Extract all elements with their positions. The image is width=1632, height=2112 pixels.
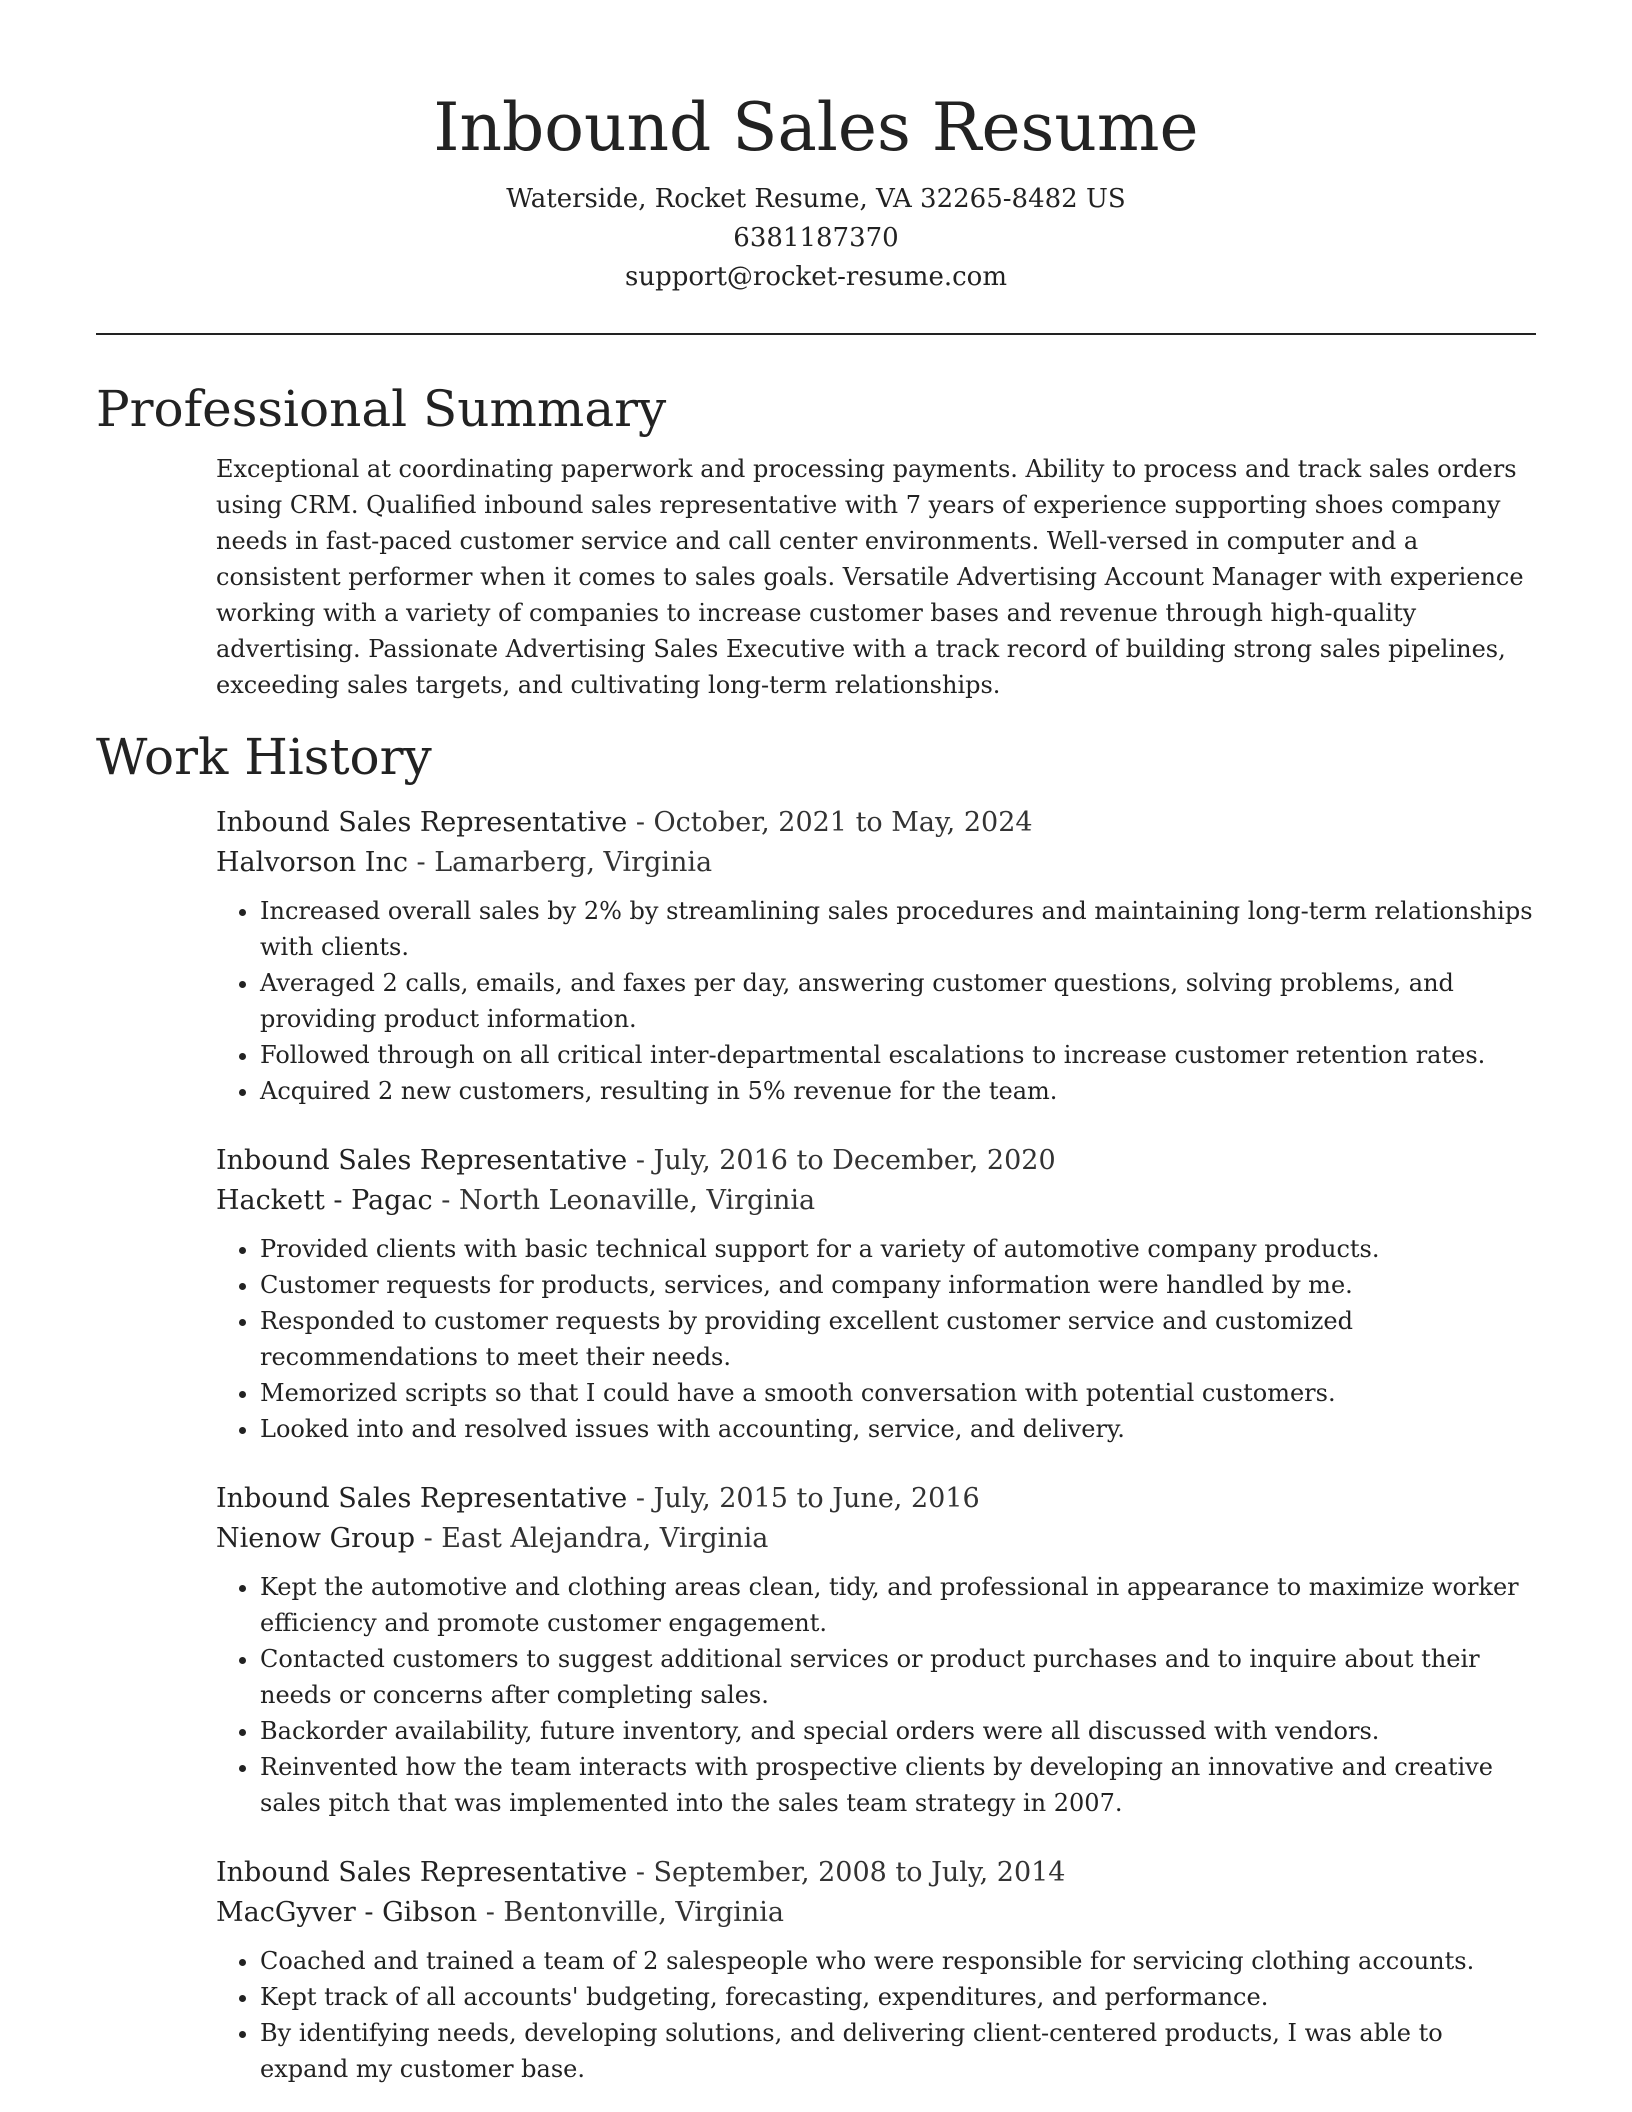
job-bullet: • Coached and trained a team of 2 salespeople who were responsible for servicing clothing accounts. (260, 1943, 1536, 1979)
resume-title: Inbound Sales Resume (433, 89, 1199, 166)
separator: - (627, 1483, 654, 1514)
job-title-line (216, 1853, 1536, 1893)
job-dates: July, 2015 to June, 2016 (653, 1483, 980, 1514)
resume-header (96, 0, 1536, 297)
job-dates: July, 2016 to December, 2020 (653, 1145, 1056, 1176)
job-title-line (216, 803, 1536, 843)
job-bullet: • Provided clients with basic technical support for a variety of automotive company products. (260, 1231, 1536, 1267)
header-divider (96, 333, 1536, 335)
job-bullet: • Averaged 2 calls, emails, and faxes per day, answering customer questions, solving problems, and providing product information. (260, 965, 1536, 1037)
separator: - (477, 1897, 504, 1928)
job-location: Lamarberg, Virginia (434, 847, 713, 878)
separator: - (414, 1523, 442, 1554)
job-title: Inbound Sales Representative (216, 1145, 628, 1176)
job-company: Nienow Group (216, 1523, 415, 1554)
separator: - (627, 807, 654, 838)
job-bullet: • Reinvented how the team interacts with prospective clients by developing an innovative and creative sales pitch that was implemented into the sales team strategy in 2007. (260, 1749, 1536, 1821)
job-bullet: • Backorder availability, future inventory, and special orders were all discussed with vendors. (260, 1713, 1536, 1749)
separator: - (627, 1857, 654, 1888)
section-title-work-history: Work History (96, 728, 432, 786)
resume-page (96, 0, 1536, 2087)
job-company: Hackett - Pagac (216, 1185, 433, 1216)
job-bullet: • Kept track of all accounts' budgeting, forecasting, expenditures, and performance. (260, 1979, 1536, 2015)
job-bullet: • Acquired 2 new customers, resulting in 5% revenue for the team. (260, 1073, 1536, 1109)
job-title-line (216, 1141, 1536, 1181)
job-company-line (216, 1893, 1536, 1933)
job-entry (216, 1479, 1536, 1821)
separator: - (432, 1185, 459, 1216)
job-location: North Leonaville, Virginia (458, 1185, 816, 1216)
job-entry (216, 1141, 1536, 1447)
job-bullets (216, 1943, 1536, 2087)
job-entry (216, 803, 1536, 1109)
contact-block (96, 180, 1536, 297)
job-bullet: • Kept the automotive and clothing areas clean, tidy, and professional in appearance to maximize worker efficiency and promote customer engagement. (260, 1569, 1536, 1641)
job-company-line (216, 1519, 1536, 1559)
job-bullet: • Customer requests for products, services, and company information were handled by me. (260, 1267, 1536, 1303)
job-dates: October, 2021 to May, 2024 (653, 807, 1033, 838)
job-bullet: • Responded to customer requests by providing excellent customer service and customized recommendations to meet their needs. (260, 1303, 1536, 1375)
job-dates: September, 2008 to July, 2014 (653, 1857, 1066, 1888)
separator: - (627, 1145, 654, 1176)
job-company-line (216, 843, 1536, 883)
job-bullets (216, 1231, 1536, 1447)
job-bullets (216, 1569, 1536, 1821)
job-title: Inbound Sales Representative (216, 807, 628, 838)
contact-phone: 6381187370 (733, 223, 899, 253)
job-company-line (216, 1181, 1536, 1221)
job-bullet: • By identifying needs, developing solutions, and delivering client-centered products, I was able to expand my customer base. (260, 2015, 1536, 2087)
job-entry (216, 1853, 1536, 2087)
job-title: Inbound Sales Representative (216, 1483, 628, 1514)
job-title: Inbound Sales Representative (216, 1857, 628, 1888)
job-location: Bentonville, Virginia (503, 1897, 785, 1928)
job-bullet: • Followed through on all critical inter-departmental escalations to increase customer retention rates. (260, 1037, 1536, 1073)
job-bullet: • Memorized scripts so that I could have a smooth conversation with potential customers. (260, 1375, 1536, 1411)
job-bullet: • Increased overall sales by 2% by streamlining sales procedures and maintaining long-term relationships with clients. (260, 893, 1536, 965)
section-title-summary: Professional Summary (96, 380, 667, 438)
job-bullet: • Looked into and resolved issues with accounting, service, and delivery. (260, 1411, 1536, 1447)
contact-address: Waterside, Rocket Resume, VA 32265-8482 US (506, 184, 1126, 214)
job-company: Halvorson Inc (216, 847, 408, 878)
job-bullet: • Contacted customers to suggest additional services or product purchases and to inquire about their needs or concerns after completing sales. (260, 1641, 1536, 1713)
job-company: MacGyver - Gibson (216, 1897, 478, 1928)
summary-text: Exceptional at coordinating paperwork and processing payments. Ability to process and track sales orders using CRM. Qualified inbound sales representative with 7 years of experience supporting shoes company needs in fast-paced customer service and call center environments. Well-versed in computer and a consistent performer when it comes to sales goals. Versatile Advertising Account Manager with experience working with a variety of companies to increase customer bases and revenue through high-quality advertising. Passionate Advertising Sales Executive with a track record of building strong sales pipelines, exceeding sales targets, and cultivating long-term relationships. (216, 455, 1524, 699)
job-location: East Alejandra, Virginia (441, 1523, 769, 1554)
contact-email: support@rocket-resume.com (624, 262, 1007, 292)
job-bullets (216, 893, 1536, 1109)
job-title-line (216, 1479, 1536, 1519)
separator: - (407, 847, 435, 878)
